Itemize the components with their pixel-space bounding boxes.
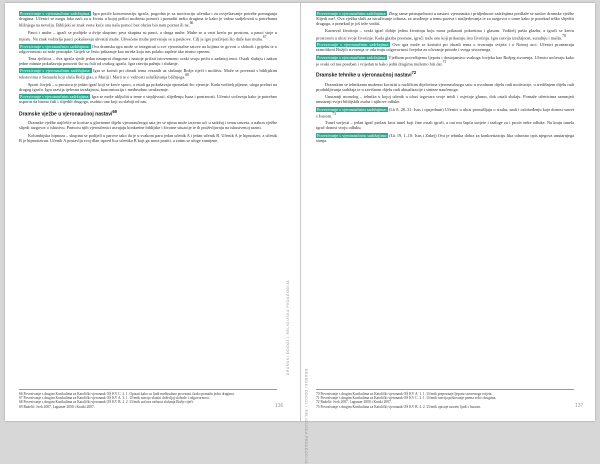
- left-page: [19, 11, 277, 415]
- gutter: [300, 3, 301, 421]
- highlight: Povezivanje s vjeronaučnim sadržajima:: [317, 132, 388, 138]
- book-spread: [5, 3, 595, 464]
- paragraph: Povezivanje s vjeronaučnim sadržajima: (Lk 19, 1–10: Isus i Zakej) Ova je tehnika dobra za konkretizaciju lika odnosno opis njegova unutarnjega stanja.: [316, 132, 574, 143]
- highlight: Povezivanje s vjeronaučnim sadržajima:: [317, 106, 387, 112]
- footnote: 67 Povezivanje s drugim Kurikulima za Katolički vjeronauk OŠ KV A. 3. 1. Učenik razvija vlastiti doživljaj slobode i odgovornosti.: [19, 396, 210, 401]
- paragraph: Tunel savjesti – jedan igrač prolazi kroz tunel koji čine ostali igrači, a oni mu šapću savjete i razloge za i protiv neke odluke. Na kraju tunela igrač donosi svoju odluku.: [316, 120, 574, 131]
- paragraph: Karneval životinja – svaki igrač dobije jednu životinju koju mora prikazati pokretima i glasom. Voditelj pušta glazbu, a igrači se kreću prostorom u ulozi svoje životinje. Kada glazba prestane, igrači traže one koji prikazuju istu životinju. Igra razvija izražajnost, suradnju i maštu.$^{70}$: [316, 28, 574, 41]
- paragraph: Povezivanje s vjeronaučnim sadržajima: Zbog same pristupačnosti u nastavi vjeronauka i pridjednosti sadržajima predlaže se naslov dramske vježbe Slijedi me!. Ova vježba služi za istraživanje odnosa, za uvođenje u temu poziva i nasljedovanja te za razgovor o tome kako je ponekad teško slijediti drugoga, a ponekad je još teže voditi.: [316, 11, 574, 27]
- left-body-1: [19, 11, 277, 105]
- footnote: 66 Povezivanje s drugim Kurikulima za Katolički vjeronauk OŠ KV C. 2. 1. Opisati kako su ljudi međusobno povezani i kako pomažu jedni drugima.: [19, 391, 235, 396]
- section-heading: Dramske vježbe u vjeronaučnoj nastavi$^{69}$: [19, 108, 117, 118]
- right-page: [316, 11, 574, 415]
- running-title-left: DRAMSKI ODGOJ I RELIGIJSKA PEDAGOGIJA: [286, 279, 290, 375]
- footnote: 71 Povezivanje s drugim Kurikulima za Katolički vjeronauk OŠ KV C. 3. 1. Učenik razvija poštovanje prema sebi i drugima.: [316, 396, 497, 401]
- right-body-2: [316, 82, 574, 143]
- paragraph: Povezivanje s vjeronaučnim sadržajima: Igra se koristi pri obradi tema vezanih uz slušanje Božje riječi i molitvu. Može se povezati s biblijskim tekstovima o Samuelu koji sluša Božji glas, o Mariji i Marti te o važnosti osluškivanja bližnjega.$^{68}$: [19, 68, 277, 80]
- footnotes: [316, 389, 574, 409]
- highlight: Povezivanje s vjeronaučnim sadržajima:: [317, 11, 387, 16]
- paragraph: Unutarnji monolog – tehnika u kojoj učenik u ulozi izgovara svoje misli i osjećaje glasno, dok ostali slušaju. Pomaže učenicima razumjeti unutarnji svijet biblijskih osoba i njihove odluke.: [316, 94, 574, 105]
- page-number-left: 136: [275, 403, 284, 409]
- highlight: Povezivanje s vjeronaučnim sadržajima:: [20, 94, 90, 100]
- footnote: 68 Povezivanje s drugim Kurikulima za Katolički vjeronauk OŠ KV B. 2. 2. Učenik uočava važnost slušanja Božje riječi.: [19, 400, 194, 405]
- paragraph: Povezivanje s vjeronaučnim sadržajima: (Lk 8, 28–31: Isus i opsjednuti) Učenici u ulozi promišljaju o strahu, nadi i oslobođenju koje donosi susret s Isusom.$^{73}$: [316, 106, 574, 119]
- running-title-right: DRAMSKI ODGOJ I RELIGIJSKA PEDAGOGIJA: [304, 369, 308, 464]
- paragraph: Povezivanje s vjeronaučnim sadržajima: Ova dramska igra može se integrirati u sve vjeronaučne satove na kojima se govori o slobodi i grijehu te o odgovornosti za naše postupke. Grijeh se često prikazuje kao mreža koja nas polako zaplete ako nismo oprezni.: [19, 43, 277, 54]
- paragraph: Povezivanje s vjeronaučnim sadržajima: Igra potiče koncentraciju igrača, pogodna je za motivaciju učenika i za osvještavanje potrebe pomaganja drugima. Učenici se mogu lako naći za u životu u kojoj prilici možemo pomoći i ponuditi nešto drugima te kako je važno sudjelovati u potrebama bližnjega na nevolju. Biblijski se znak svete kuće ona naša pomoć bez obzira bio nam poznat ili ne.$^{66}$: [19, 11, 277, 28]
- footnote: 70 Povezivanje s drugim Kurikulima za Katolički vjeronauk OŠ KV A. 1. 1. Učenik prepoznaje ljepotu stvorenoga svijeta.: [316, 391, 493, 396]
- section-heading: Dramske tehnike u vjeronaučnoj nastavi$^{72}$: [316, 70, 417, 79]
- footnotes: [19, 389, 277, 409]
- page-number-right: 137: [575, 403, 584, 409]
- footnote: 73 Povezivanje s drugim Kurikulima za Katolički vjeronauk OŠ KV B. 4. 2. Učenik opisuje susrete ljudi s Isusom.: [316, 404, 482, 409]
- highlight: Povezivanje s vjeronaučnim sadržajima:: [317, 42, 390, 48]
- paragraph: Povezivanje s vjeronaučnim sadržajima: Vježbom potvrđujemo ljepotu i dostojanstvo svakoga čovjeka kao Božjeg stvorenja. Učenici uočavaju kako je svaki od nas poseban i vrijedan te kako jedni drugima možemo biti dar.$^{71}$: [316, 54, 574, 67]
- paragraph: Dramskim se tehnikama možemo koristiti u različitim dijelovima vjeronaučnoga sata: u uvodnom dijelu radi motivacije, u središnjem dijelu radi produbljivanja sadržaja te u završnom dijelu radi aktualizacije i sinteze naučenoga.: [316, 81, 574, 93]
- highlight: Povezivanje s vjeronaučnim sadržajima:: [20, 43, 90, 49]
- highlight: Povezivanje s vjeronaučnim sadržajima:: [20, 11, 91, 16]
- paragraph: Sporii čovjek – u prostoru je jedan igrač koji se kreće sporo, a ostali ga pokušavaju oponašati što vjernije. Kada voditelj pljesne, uloga prelazi na drugog igrača. Igra razvija tjelesnu izražajnost, koncentraciju i međusobno uvažavanje.: [19, 81, 277, 93]
- footnote: 72 Radelić: Ivek 2007, Lagumer 2000 i Kratki 2007.: [316, 400, 392, 405]
- highlight: Povezivanje s vjeronaučnim sadržajima:: [20, 68, 91, 74]
- highlight: Povezivanje s vjeronaučnim sadržajima:: [317, 54, 387, 60]
- paragraph: Povezivanje s vjeronaučnim sadržajima: Igra se može uključiti u teme o strpljivosti, slijeđenju Isusa i poniznosti. Učenici uočavaju kako je potrebno usporiti da bismo čuli i slijedili drugoga, osobito one koji su slabiji od nas.: [19, 94, 277, 105]
- left-body-2: [19, 120, 277, 143]
- paragraph: Tena rječitica – dva igrača sjede jedan nasuprot drugome i nastoje pričati istovremeno svaki svoju priču o zadanoj temi. Ostali slušaju i nakon jedne minute pokušavaju ponoviti što su čuli od svakog igrača. Igra razvija pažnju i slušanje.: [19, 55, 277, 67]
- paragraph: Kolumbijska hipnoza – skupina se podijeli u parove tako da je u svakom paru jedan učenik A i jedan učenik B. Učenik A je hipnotizer, a učenik B je hipnotiziran. Učenik A postavlja svoj dlan ispred lica učenika B koji ga mora pratiti, a zatim se uloge zamijene.: [19, 132, 277, 143]
- paragraph: Povezivanje s vjeronaučnim sadržajima: Ova igra može se koristiti pri obradi tema o stvaranju svijeta i o Noinoj arci. Učenici promatraju raznolikost Božjih stvorenja te otkrivaju odgovornost čovjeka za očuvanje prirode i svega stvorenoga.: [316, 42, 574, 53]
- paragraph: Pauci i muhe – igrači se podijele u dvije skupine; prva skupina su pauci, a druga muhe. Muhe se u vatri kreću po prostoru, a pauci stoje u mjestu. Na znak voditelja pauci pokušavaju uhvatiti muhe. Uhvaćene muhe pretvaraju se u paukove. Cilj je igre preživjeti što duže kao muha.$^{67}$: [19, 29, 277, 42]
- right-body-1: [316, 11, 574, 66]
- paragraph: Dramske vježbe najčešće se koriste u glavnome dijelu vjeronaučnoga sata jer se njima može izravno ući u sadržaj i temu susreta, a nakon vježbe slijedi razgovor o iskustvu. Pomoću njih vjeroučenici usvajaju konkretne biblijske i životne situacije te ih proživljavaju na iskustvenoj razini.: [19, 120, 277, 131]
- footnote: 69 Radelić: Ivek 2007, Lagumer 2000 i Kratki 2007.: [19, 404, 95, 409]
